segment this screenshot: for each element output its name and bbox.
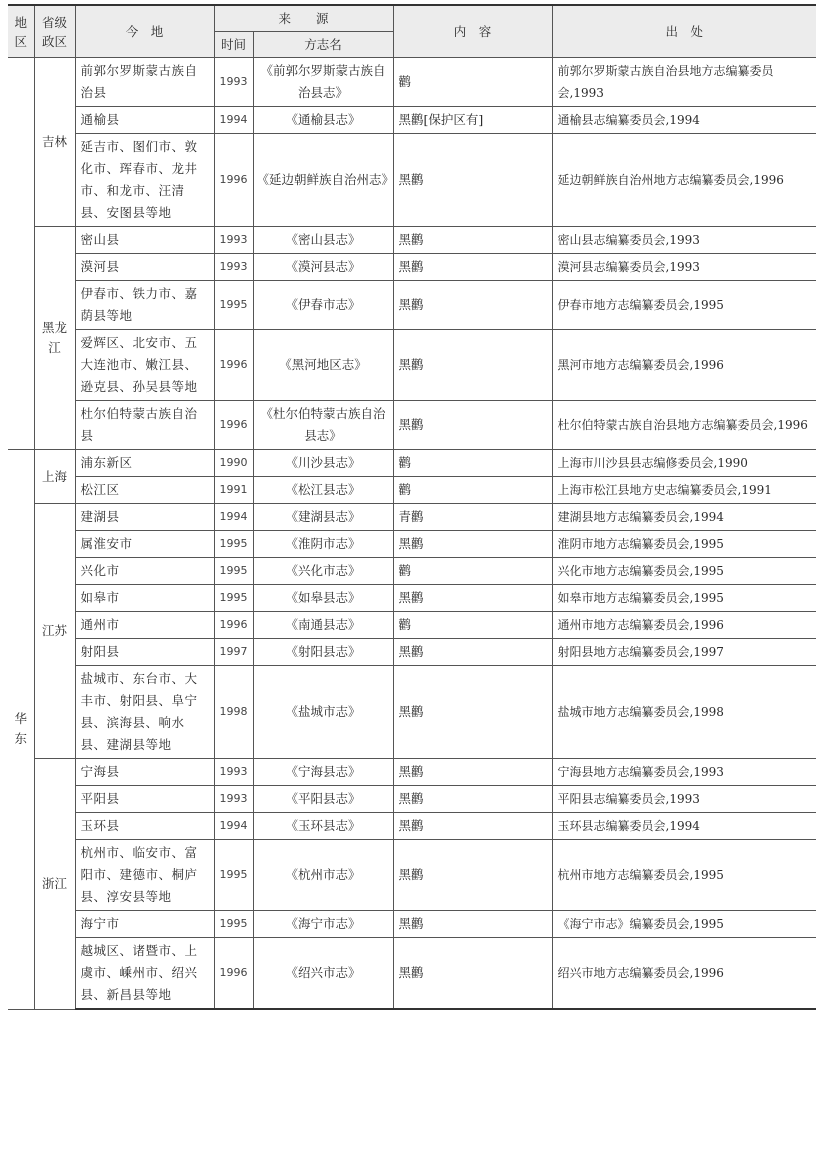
gazetteer-title-cell: 《川沙县志》 [253,450,393,477]
province-cell: 上海 [34,450,75,504]
province-cell: 黑龙江 [34,227,75,450]
content-cell: 黑鹳 [393,531,552,558]
source-cell: 绍兴市地方志编纂委员会,1996 [552,938,816,1010]
source-cell: 漠河县志编纂委员会,1993 [552,254,816,281]
year-cell: 1993 [214,786,253,813]
gazetteer-title-cell: 《黑河地区志》 [253,330,393,401]
year-cell: 1995 [214,558,253,585]
place-cell: 如皋市 [75,585,214,612]
table-row [8,134,816,227]
year-cell: 1995 [214,585,253,612]
header-origin: 出 处 [552,5,816,58]
place-cell: 密山县 [75,227,214,254]
table-row [8,504,816,531]
place-cell: 浦东新区 [75,450,214,477]
province-cell: 吉林 [34,58,75,227]
gazetteer-title-cell: 《海宁市志》 [253,911,393,938]
place-cell: 松江区 [75,477,214,504]
source-cell: 平阳县志编纂委员会,1993 [552,786,816,813]
gazetteer-title-cell: 《淮阴市志》 [253,531,393,558]
table-row [8,107,816,134]
gazetteer-title-cell: 《绍兴市志》 [253,938,393,1010]
content-cell: 黑鹳 [393,938,552,1010]
year-cell: 1997 [214,639,253,666]
source-cell: 淮阴市地方志编纂委员会,1995 [552,531,816,558]
gazetteer-title-cell: 《盐城市志》 [253,666,393,759]
source-cell: 射阳县地方志编纂委员会,1997 [552,639,816,666]
content-cell: 黑鹳 [393,134,552,227]
gazetteer-title-cell: 《延边朝鲜族自治州志》 [253,134,393,227]
content-cell: 青鹳 [393,504,552,531]
year-cell: 1998 [214,666,253,759]
source-cell: 黑河市地方志编纂委员会,1996 [552,330,816,401]
gazetteer-title-cell: 《如皋县志》 [253,585,393,612]
header-year: 时间 [214,32,253,58]
gazetteer-title-cell: 《建湖县志》 [253,504,393,531]
gazetteer-title-cell: 《杜尔伯特蒙古族自治县志》 [253,401,393,450]
content-cell: 黑鹳 [393,759,552,786]
table-row [8,786,816,813]
place-cell: 建湖县 [75,504,214,531]
province-cell: 浙江 [34,759,75,1010]
source-cell: 盐城市地方志编纂委员会,1998 [552,666,816,759]
content-cell: 黑鹳 [393,666,552,759]
table-row [8,813,816,840]
table-row [8,558,816,585]
table-row [8,477,816,504]
header-gazetteer: 方志名 [253,32,393,58]
header-content: 内 容 [393,5,552,58]
source-cell: 如皋市地方志编纂委员会,1995 [552,585,816,612]
source-cell: 通州市地方志编纂委员会,1996 [552,612,816,639]
place-cell: 属淮安市 [75,531,214,558]
year-cell: 1996 [214,401,253,450]
content-cell: 鹳 [393,477,552,504]
province-cell: 江苏 [34,504,75,759]
gazetteer-title-cell: 《通榆县志》 [253,107,393,134]
source-cell: 建湖县地方志编纂委员会,1994 [552,504,816,531]
content-cell: 黑鹳 [393,401,552,450]
table-body [8,58,816,1010]
source-cell: 宁海县地方志编纂委员会,1993 [552,759,816,786]
content-cell: 黑鹳 [393,227,552,254]
gazetteer-title-cell: 《射阳县志》 [253,639,393,666]
content-cell: 黑鹳 [393,639,552,666]
table-row [8,911,816,938]
year-cell: 1993 [214,227,253,254]
header-place: 今 地 [75,5,214,58]
gazetteer-title-cell: 《杭州市志》 [253,840,393,911]
content-cell: 黑鹳 [393,840,552,911]
year-cell: 1996 [214,330,253,401]
year-cell: 1995 [214,531,253,558]
content-cell: 黑鹳 [393,813,552,840]
place-cell: 延吉市、图们市、敦化市、珲春市、龙井市、和龙市、汪清县、安图县等地 [75,134,214,227]
place-cell: 伊春市、铁力市、嘉荫县等地 [75,281,214,330]
place-cell: 杜尔伯特蒙古族自治县 [75,401,214,450]
gazetteer-title-cell: 《玉环县志》 [253,813,393,840]
table-row [8,938,816,1010]
header-source-group: 来 源 [214,5,393,32]
table-row [8,254,816,281]
table-row [8,531,816,558]
place-cell: 海宁市 [75,911,214,938]
place-cell: 前郭尔罗斯蒙古族自治县 [75,58,214,107]
content-cell: 黑鹳 [393,585,552,612]
gazetteer-title-cell: 《漠河县志》 [253,254,393,281]
year-cell: 1995 [214,281,253,330]
region-cell [8,58,34,450]
source-cell: 杜尔伯特蒙古族自治县地方志编纂委员会,1996 [552,401,816,450]
header-province: 省级政区 [34,5,75,58]
year-cell: 1995 [214,911,253,938]
table-row [8,227,816,254]
table-row [8,840,816,911]
table-row [8,58,816,107]
source-cell: 《海宁市志》编纂委员会,1995 [552,911,816,938]
content-cell: 黑鹳 [393,281,552,330]
content-cell: 鹳 [393,58,552,107]
content-cell: 鹳 [393,612,552,639]
content-cell: 鹳 [393,450,552,477]
place-cell: 射阳县 [75,639,214,666]
content-cell: 黑鹳 [393,911,552,938]
table-row [8,281,816,330]
place-cell: 漠河县 [75,254,214,281]
place-cell: 通州市 [75,612,214,639]
year-cell: 1993 [214,254,253,281]
table-row [8,450,816,477]
gazetteer-title-cell: 《松江县志》 [253,477,393,504]
year-cell: 1994 [214,813,253,840]
content-cell: 鹳 [393,558,552,585]
source-cell: 密山县志编纂委员会,1993 [552,227,816,254]
source-cell: 兴化市地方志编纂委员会,1995 [552,558,816,585]
place-cell: 盐城市、东台市、大丰市、射阳县、阜宁县、滨海县、响水县、建湖县等地 [75,666,214,759]
content-cell: 黑鹳 [393,330,552,401]
source-cell: 延边朝鲜族自治州地方志编纂委员会,1996 [552,134,816,227]
year-cell: 1990 [214,450,253,477]
table-row [8,330,816,401]
source-cell: 玉环县志编纂委员会,1994 [552,813,816,840]
source-cell: 通榆县志编纂委员会,1994 [552,107,816,134]
year-cell: 1996 [214,612,253,639]
year-cell: 1996 [214,134,253,227]
source-cell: 上海市川沙县县志编修委员会,1990 [552,450,816,477]
source-cell: 前郭尔罗斯蒙古族自治县地方志编纂委员会,1993 [552,58,816,107]
table-header [8,5,816,58]
year-cell: 1993 [214,58,253,107]
place-cell: 兴化市 [75,558,214,585]
gazetteer-title-cell: 《南通县志》 [253,612,393,639]
gazetteer-title-cell: 《密山县志》 [253,227,393,254]
gazetteer-table [8,4,816,1010]
gazetteer-title-cell: 《伊春市志》 [253,281,393,330]
gazetteer-title-cell: 《前郭尔罗斯蒙古族自治县志》 [253,58,393,107]
place-cell: 越城区、诸暨市、上虞市、嵊州市、绍兴县、新昌县等地 [75,938,214,1010]
year-cell: 1995 [214,840,253,911]
content-cell: 黑鹳 [393,786,552,813]
gazetteer-title-cell: 《平阳县志》 [253,786,393,813]
table-row [8,401,816,450]
year-cell: 1991 [214,477,253,504]
table-row [8,666,816,759]
table-row [8,585,816,612]
source-cell: 伊春市地方志编纂委员会,1995 [552,281,816,330]
place-cell: 爱辉区、北安市、五大连池市、嫩江县、逊克县、孙吴县等地 [75,330,214,401]
table-row [8,639,816,666]
year-cell: 1993 [214,759,253,786]
year-cell: 1996 [214,938,253,1010]
year-cell: 1994 [214,107,253,134]
gazetteer-title-cell: 《兴化市志》 [253,558,393,585]
place-cell: 平阳县 [75,786,214,813]
table-row [8,759,816,786]
table-row [8,612,816,639]
source-cell: 杭州市地方志编纂委员会,1995 [552,840,816,911]
gazetteer-title-cell: 《宁海县志》 [253,759,393,786]
place-cell: 宁海县 [75,759,214,786]
place-cell: 杭州市、临安市、富阳市、建德市、桐庐县、淳安县等地 [75,840,214,911]
header-region: 地区 [8,5,34,58]
content-cell: 黑鹳[保护区有] [393,107,552,134]
place-cell: 玉环县 [75,813,214,840]
source-cell: 上海市松江县地方史志编纂委员会,1991 [552,477,816,504]
content-cell: 黑鹳 [393,254,552,281]
region-cell: 华东 [8,450,34,1010]
place-cell: 通榆县 [75,107,214,134]
year-cell: 1994 [214,504,253,531]
